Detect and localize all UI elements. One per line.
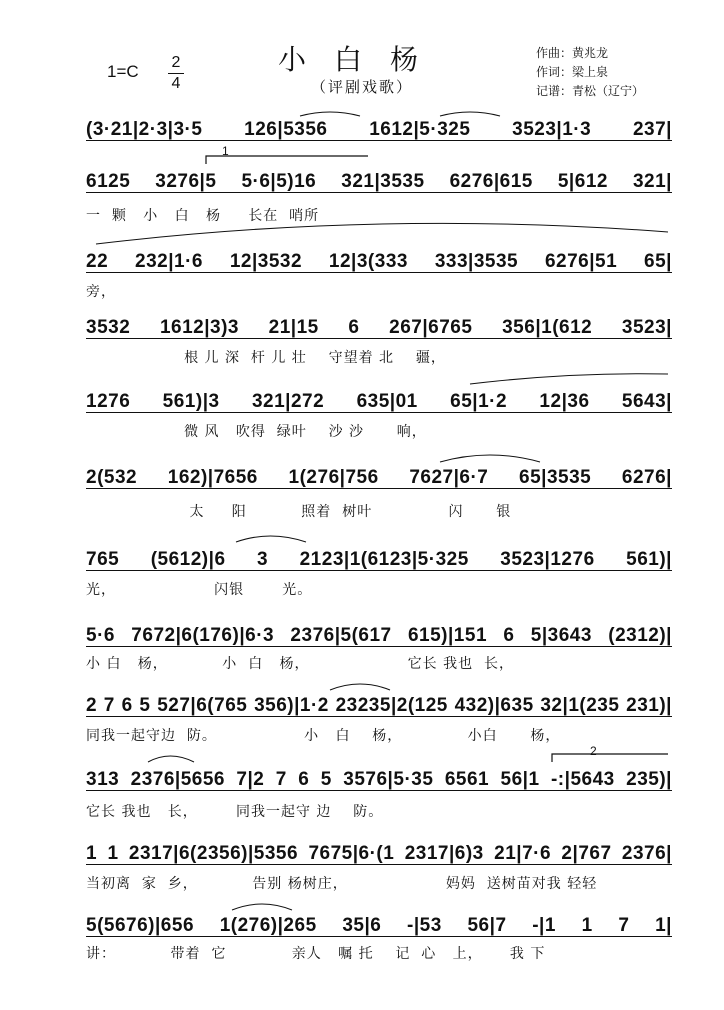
lyric-line: 太 阳 照着 树叶 闪 银 — [86, 504, 512, 520]
lyric-line: 小 白 杨， 小 白 杨， 它长 我也 长， — [86, 656, 515, 672]
lyric-line: 根 儿 深 杆 儿 壮 守望着 北 疆， — [86, 350, 446, 366]
time-signature-top: 2 — [171, 54, 181, 71]
lyric-line: 光， 闪银 光。 — [86, 582, 313, 598]
notation-line: 3532 1612|3)3 21|15 6 267|6765 356|1(612 3523| — [86, 317, 672, 338]
lyric-line: 同我一起守边 防。 小 白 杨， 小白 杨， — [86, 728, 561, 744]
lyric-line: 当初离 家 乡， 告别 杨树庄， 妈妈 送树苗对我 轻轻 — [86, 876, 598, 892]
volta-label: 2 — [590, 744, 597, 758]
notation-line: 22 232|1·6 12|3532 12|3(333 333|3535 6276|51 65| — [86, 251, 672, 272]
notation-line: 5·6 7672|6(176)|6·3 2376|5(617 615)|151 6 5|3643 (2312)| — [86, 625, 672, 646]
score-row-12 — [0, 910, 724, 1010]
lyricist-credit: 作词：梁上泉 — [536, 65, 609, 79]
notation-line: 2 7 6 5 527|6(765 356)|1·2 23235|2(125 432)|635 32|1(235 231)| — [86, 695, 672, 716]
lyric-line: 旁， — [86, 284, 116, 300]
composer-credit: 作曲：黄兆龙 — [536, 46, 609, 60]
time-signature-bottom: 4 — [171, 75, 181, 92]
notation-line: 2(532 162)|7656 1(276|756 7627|6·7 65|3535 6276| — [86, 467, 672, 488]
lyric-line: 它长 我也 长， 同我一起守 边 防。 — [86, 804, 384, 820]
time-signature — [168, 54, 184, 93]
lyric-line: 讲： 带着 它 亲人 嘱 托 记 心 上， 我 下 — [86, 946, 546, 962]
transcriber-credit: 记谱：青松（辽宁） — [536, 84, 645, 98]
notation-line: 1276 561)|3 321|272 635|01 65|1·2 12|36 5643| — [86, 391, 672, 412]
notation-line: 765 (5612)|6 3 2123|1(6123|5·325 3523|1276 561)| — [86, 549, 672, 570]
notation-line: 6125 3276|5 5·6|5)16 321|3535 6276|615 5|612 321| — [86, 171, 672, 192]
time-signature-bar — [168, 73, 184, 74]
key-signature: 1=C — [107, 62, 139, 81]
song-subtitle: （评剧戏歌） — [310, 78, 413, 96]
lyric-line: 微 风 吹得 绿叶 沙 沙 响， — [86, 424, 427, 440]
lyric-line: 一 颗 小 白 杨 长在 哨所 — [86, 208, 320, 224]
volta-label: 1 — [222, 144, 229, 158]
notation-line: 1 1 2317|6(2356)|5356 7675|6·(1 2317|6)3 21|7·6 2|767 2376| — [86, 843, 672, 864]
song-title: 小白杨 — [277, 43, 446, 76]
notation-line: (3·21|2·3|3·5 126|5356 1612|5·325 3523|1·3 237| — [86, 119, 672, 140]
notation-line: 5(5676)|656 1(276)|265 35|6 -|53 56|7 -|1 1 7 1| — [86, 915, 672, 936]
notation-line: 313 2376|5656 7|2 7 6 5 3576|5·35 6561 56|1 -:|5643 235)| — [86, 769, 672, 790]
credits — [536, 44, 644, 101]
